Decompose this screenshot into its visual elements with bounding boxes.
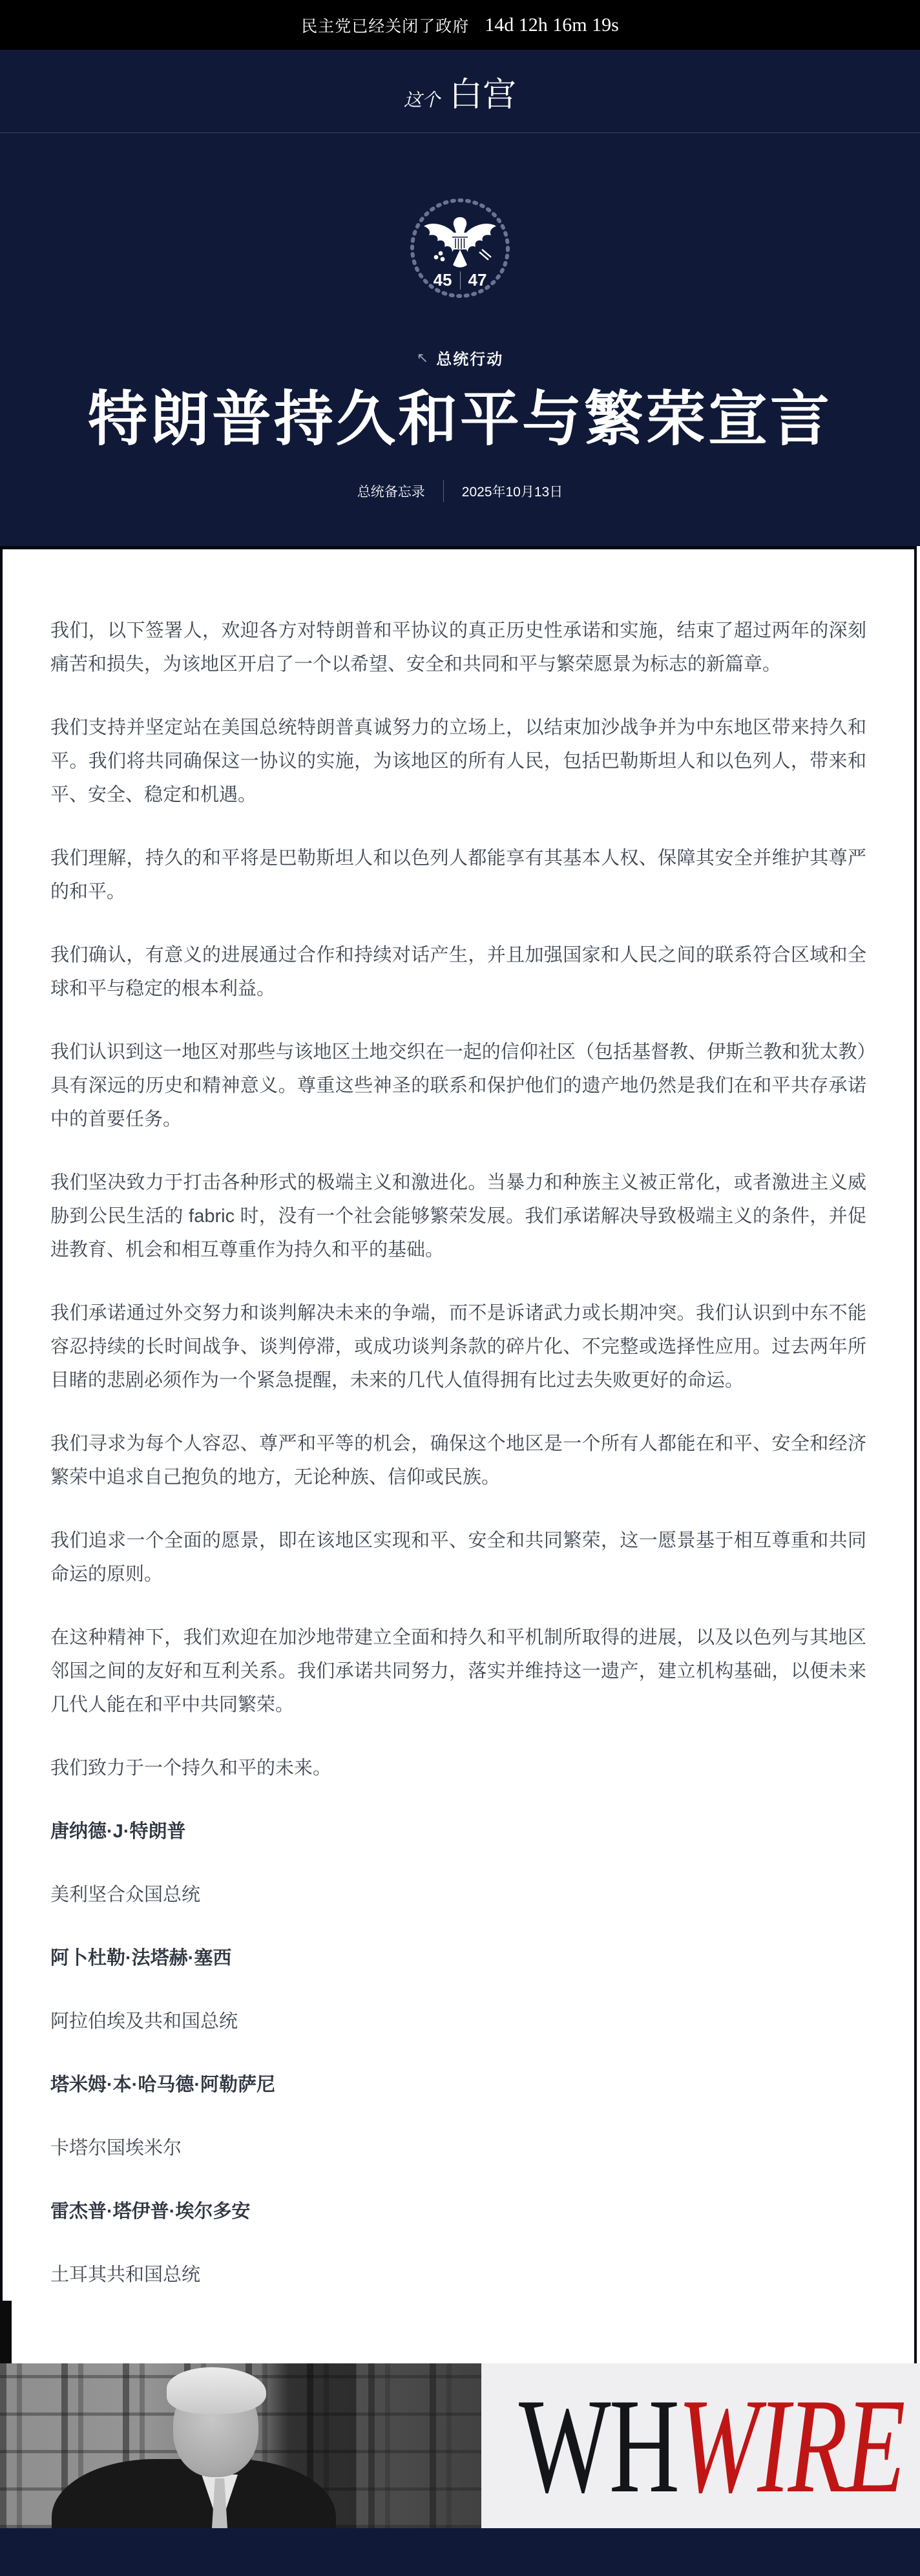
meta-divider — [443, 480, 444, 502]
shutdown-message: 民主党已经关闭了政府 — [301, 17, 470, 36]
signatory-title: 土耳其共和国总统 — [50, 2265, 201, 2285]
document-paragraph: 我们，以下签署人，欢迎各方对特朗普和平协议的真正历史性承诺和实施，结束了超过两年的深刻痛苦和损失，为该地区开启了一个以希望、安全和共同和平与繁荣愿景为标志的新篇章。 — [50, 620, 866, 675]
site-logo-link[interactable] — [404, 67, 516, 116]
presidential-seal-45-47 — [408, 198, 512, 301]
term-47: 47 — [468, 270, 487, 290]
signatory-title: 美利坚合众国总统 — [50, 1884, 201, 1905]
signatory-title: 卡塔尔国埃米尔 — [50, 2138, 182, 2159]
breadcrumb-presidential-actions[interactable] — [417, 346, 503, 369]
page-title: 特朗普持久和平与繁荣宣言 — [87, 386, 832, 452]
hero-section — [0, 133, 920, 546]
memo-type-badge: 总统备忘录 — [357, 484, 425, 500]
shutdown-countdown: 14d 12h 16m 19s — [485, 14, 619, 36]
breadcrumb-label: 总统行动 — [436, 351, 504, 368]
document-paragraph: 我们承诺通过外交努力和谈判解决未来的争端，而不是诉诸武力或长期冲突。我们认识到中东不能容忍持续的长时间战争、谈判停滞，或成功谈判条款的碎片化、不完整或选择性应用。过去两年所目睹的悲剧必须作为一个紧急提醒，未来的几代人值得拥有比过去失败更好的命运。 — [50, 1303, 866, 1391]
document-paragraph: 我们追求一个全面的愿景，即在该地区实现和平、安全和共同繁荣，这一愿景基于相互尊重和共同命运的原则。 — [50, 1530, 866, 1585]
northwest-arrow-icon: ↖ — [416, 349, 429, 366]
signatory-name: 阿卜杜勒·法塔赫·塞西 — [50, 1948, 232, 1969]
document-paragraph: 我们寻求为每个人容忍、尊严和平等的机会，确保这个地区是一个所有人都能在和平、安全和经济繁荣中追求自己抱负的地方，无论种族、信仰或民族。 — [50, 1433, 866, 1488]
bottom-bar — [0, 2528, 920, 2576]
wordmark-wh: WH — [519, 2370, 678, 2521]
wh-wire-link[interactable] — [481, 2363, 920, 2528]
signatory-name: 塔米姆·本·哈马德·阿勒萨尼 — [50, 2075, 275, 2095]
document-paragraph: 我们认识到这一地区对那些与该地区土地交织在一起的信仰社区（包括基督教、伊斯兰教和犹太教）具有深远的历史和精神意义。尊重这些神圣的联系和保护他们的遗产地仍然是我们在和平共存承诺中的首要任务。 — [50, 1042, 866, 1130]
signatory-title: 阿拉伯埃及共和国总统 — [50, 2011, 238, 2032]
document-meta — [357, 480, 563, 502]
document-paragraph: 在这种精神下，我们欢迎在加沙地带建立全面和持久和平机制所取得的进展，以及以色列与其地区邻国之间的友好和互利关系。我们承诺共同努力，落实并维持这一遗产，建立机构基础，以便未来几代人能在和平中共同繁荣。 — [50, 1627, 866, 1715]
signatory-name: 雷杰普·塔伊普·埃尔多安 — [50, 2201, 251, 2222]
wh-wire-footer — [0, 2363, 920, 2528]
footer-accent-bar — [0, 2301, 12, 2363]
document-paragraph: 我们确认，有意义的进展通过合作和持续对话产生，并且加强国家和人民之间的联系符合区域和全球和平与稳定的根本利益。 — [50, 945, 866, 999]
document-paragraph: 我们致力于一个持久和平的未来。 — [50, 1758, 332, 1779]
term-numbers — [408, 270, 512, 290]
document-paragraph: 我们坚决致力于打击各种形式的极端主义和激进化。当暴力和种族主义被正常化，或者激进主义威胁到公民生活的 fabric 时，没有一个社会能够繁荣发展。我们承诺解决导致极端主义的条件，并促进教育、机会和相互尊重作为持久和平的基础。 — [50, 1172, 866, 1260]
publish-date: 2025年10月13日 — [461, 484, 563, 500]
wordmark-wire: WIRE — [678, 2370, 904, 2521]
site-title: 白宫 — [449, 76, 517, 114]
document-paragraph: 我们理解，持久的和平将是巴勒斯坦人和以色列人都能享有其基本人权、保障其安全并维护其尊严的和平。 — [50, 848, 866, 902]
site-title-prefix: 这个 — [403, 90, 440, 111]
government-shutdown-banner — [0, 0, 920, 50]
document-body — [0, 546, 917, 2363]
wh-wire-wordmark — [519, 2370, 904, 2521]
term-45: 45 — [433, 270, 452, 290]
term-divider — [460, 271, 461, 290]
site-header — [0, 50, 920, 133]
trump-photo — [0, 2363, 481, 2528]
signatory-name: 唐纳德·J·特朗普 — [50, 1821, 186, 1842]
document-paragraph: 我们支持并坚定站在美国总统特朗普真诚努力的立场上，以结束加沙战争并为中东地区带来持久和平。我们将共同确保这一协议的实施，为该地区的所有人民，包括巴勒斯坦人和以色列人，带来和平、安全、稳定和机遇。 — [50, 717, 866, 805]
